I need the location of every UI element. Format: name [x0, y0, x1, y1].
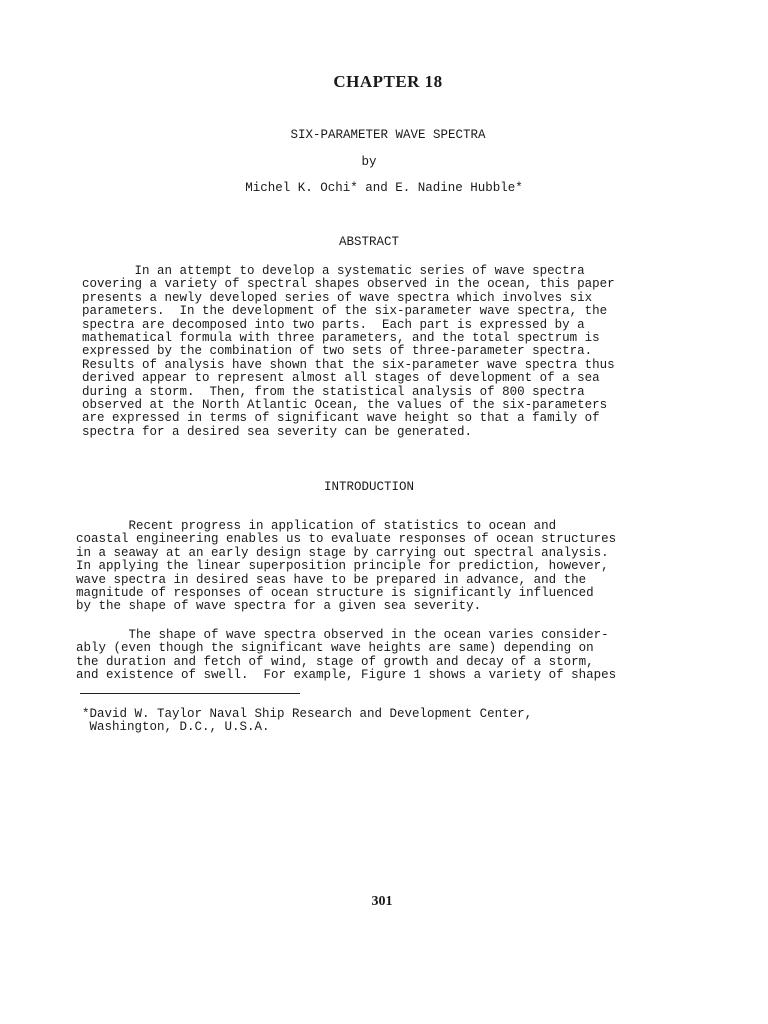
text-line: magnitude of responses of ocean structure is significantly influenced — [76, 586, 594, 601]
abstract-heading: ABSTRACT — [338, 235, 399, 249]
by-line: by — [361, 155, 377, 169]
text-line: and existence of swell. For example, Figure 1 shows a variety of shapes — [76, 668, 617, 683]
introduction-heading: INTRODUCTION — [323, 480, 414, 494]
chapter-heading: CHAPTER 18 — [333, 72, 443, 91]
text-line: Results of analysis have shown that the six-parameter wave spectra thus — [82, 357, 615, 372]
text-line: coastal engineering enables us to evaluate responses of ocean structures — [76, 532, 617, 547]
text-line: Recent progress in application of statistics to ocean and — [76, 519, 557, 533]
text-line: derived appear to represent almost all stages of development of a sea — [82, 371, 600, 386]
text-line: during a storm. Then, from the statistical analysis of 800 spectra — [82, 384, 585, 399]
introduction-paragraph-1 — [76, 520, 696, 614]
text-line: expressed by the combination of two sets of three-parameter spectra. — [82, 344, 593, 359]
text-line: *David W. Taylor Naval Ship Research and Development Center, — [82, 707, 533, 721]
text-line: in a seaway at an early design stage by carrying out spectral analysis. — [76, 545, 609, 560]
text-line: by the shape of wave spectra for a given sea severity. — [76, 599, 482, 614]
text-line: are expressed in terms of significant wave height so that a family of — [82, 411, 600, 426]
text-line: observed at the North Atlantic Ocean, the values of the six-parameters — [82, 398, 608, 413]
text-line: The shape of wave spectra observed in the ocean varies consider- — [76, 628, 609, 642]
text-line: Washington, D.C., U.S.A. — [82, 720, 270, 735]
page-number: 301 — [371, 894, 393, 909]
text-line: the duration and fetch of wind, stage of growth and decay of a storm, — [76, 654, 594, 669]
paper-title: SIX-PARAMETER WAVE SPECTRA — [290, 128, 486, 142]
text-line: parameters. In the development of the six-parameter wave spectra, the — [82, 304, 608, 319]
text-line: spectra for a desired sea severity can be generated. — [82, 424, 473, 439]
text-line: ably (even though the significant wave heights are same) depending on — [76, 641, 594, 656]
footnote-rule — [80, 693, 300, 694]
abstract-text — [82, 265, 682, 439]
text-line: In an attempt to develop a systematic series of wave spectra — [82, 264, 585, 278]
text-line: wave spectra in desired seas have to be prepared in advance, and the — [76, 572, 587, 587]
text-line: mathematical formula with three parameters, and the total spectrum is — [82, 331, 600, 346]
authors: Michel K. Ochi* and E. Nadine Hubble* — [245, 181, 523, 195]
text-line: spectra are decomposed into two parts. Each part is expressed by a — [82, 317, 585, 332]
footnote — [82, 708, 682, 735]
text-line: In applying the linear superposition principle for prediction, however, — [76, 559, 609, 574]
introduction-paragraph-2 — [76, 629, 696, 683]
text-line: covering a variety of spectral shapes observed in the ocean, this paper — [82, 277, 615, 292]
text-line: presents a newly developed series of wave spectra which involves six — [82, 290, 593, 305]
